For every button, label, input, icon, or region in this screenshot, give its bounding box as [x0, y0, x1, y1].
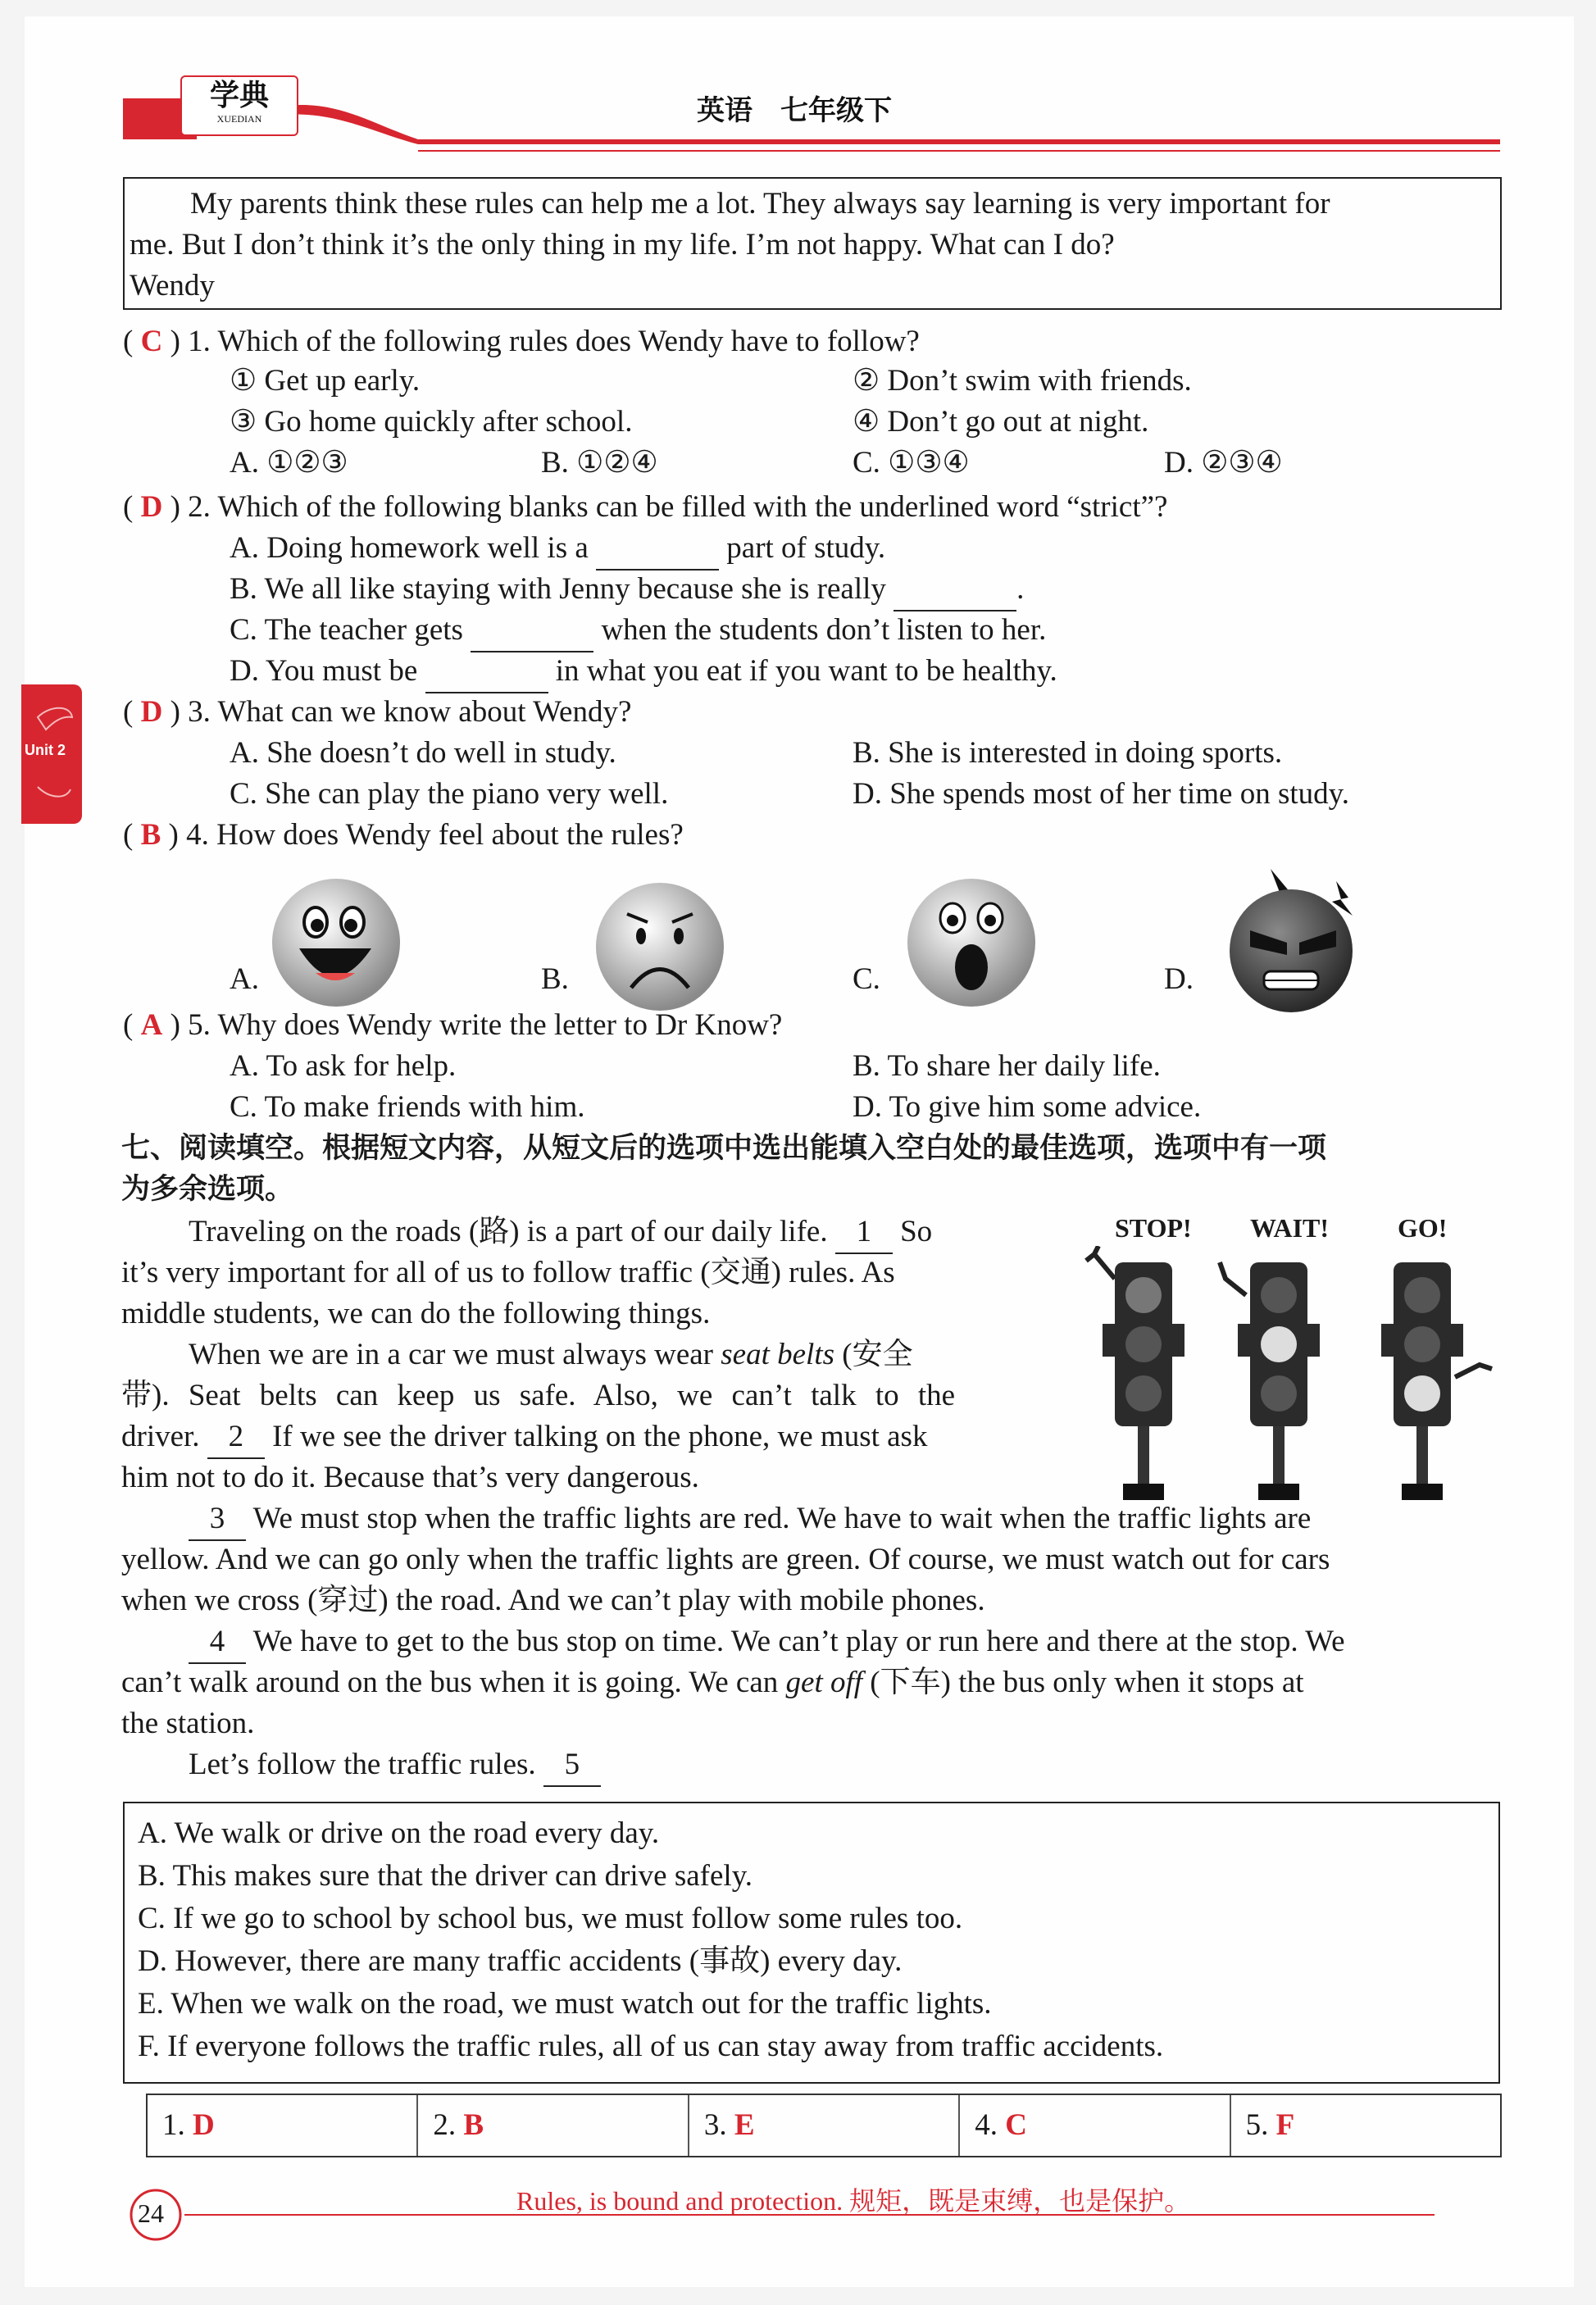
answer-blank [893, 569, 1016, 611]
option: B. To share her daily life. [853, 1049, 1161, 1083]
traffic-lights-illustration [1082, 1213, 1516, 1508]
option: D. She spends most of her time on study. [853, 777, 1350, 811]
blank-3: 3 [189, 1498, 246, 1541]
answer-mark: C [140, 325, 163, 358]
letter-line-1: My parents think these rules can help me a lot. They always say learning is very important for [190, 187, 1330, 220]
option-label: C. [853, 962, 880, 996]
answer-num: 4. [975, 2108, 998, 2142]
answer-num: 2. [433, 2108, 457, 2142]
header-subject: 英语 七年级下 [697, 94, 892, 127]
section-heading: 为多余选项。 [121, 1173, 294, 1206]
passage-text: can’t walk around on the bus when it is going. We can [121, 1666, 779, 1699]
blank-4: 4 [189, 1621, 246, 1664]
choice-item: D. However, there are many traffic accidents (事故) every day. [138, 1944, 903, 1978]
passage-text: We have to get to the bus stop on time. We can’t play or run here and there at the stop. We [252, 1625, 1345, 1658]
answer-mark: C [1005, 2108, 1027, 2142]
angry-face-icon [1213, 865, 1377, 1016]
question-stem: 2. Which of the following blanks can be filled with the underlined word “strict”? [188, 490, 1168, 524]
choice-item: A. We walk or drive on the road every day. [138, 1816, 660, 1850]
passage-line: when we cross (穿过) the road. And we can’t play with mobile phones. [121, 1584, 985, 1617]
passage-line [189, 1212, 932, 1254]
option: D. To give him some advice. [853, 1090, 1202, 1124]
option-label: A. [230, 962, 259, 996]
option: A. To ask for help. [230, 1049, 457, 1083]
passage-line [121, 1416, 927, 1459]
answer-mark: B [463, 2108, 484, 2142]
answer-mark: E [734, 2108, 755, 2142]
answer-mark: D [140, 695, 163, 729]
answer-num: 5. [1245, 2108, 1269, 2142]
choice-item: B. This makes sure that the driver can drive safely. [138, 1859, 753, 1893]
question-1: ( C ) 1. Which of the following rules does Wendy have to follow? [123, 325, 920, 358]
brand-logo [180, 75, 298, 136]
rule-item: ③ Go home quickly after school. [230, 405, 633, 439]
answer-mark: D [140, 490, 163, 524]
option: D. ②③④ [1164, 446, 1283, 480]
passage-text: (安全 [842, 1338, 913, 1371]
blank-5: 5 [543, 1744, 601, 1787]
passage-italic: get off [785, 1666, 863, 1699]
unit-side-tab [21, 684, 82, 824]
rule-item: ② Don’t swim with friends. [853, 364, 1192, 398]
answer-num: 3. [703, 2108, 727, 2142]
letter-line-2: me. But I don’t think it’s the only thing in my life. I’m not happy. What can I do? [130, 228, 1115, 261]
passage-line: yellow. And we can go only when the traffic lights are green. Of course, we must watch out for cars [121, 1543, 1330, 1576]
footer-motto: Rules, is bound and protection. 规矩，既是束缚，也是保护。 [516, 2186, 1191, 2216]
answer-mark: B [140, 818, 161, 852]
sign-wait: WAIT! [1250, 1213, 1330, 1243]
option-label: B. [541, 962, 569, 996]
question-3: ( D ) 3. What can we know about Wendy? [123, 695, 632, 729]
choices-box [123, 1802, 1500, 2084]
passage-line: the station. [121, 1707, 255, 1740]
passage-italic: seat belts [721, 1338, 834, 1371]
option: C. To make friends with him. [230, 1090, 585, 1124]
option: C. She can play the piano very well. [230, 777, 669, 811]
blank-1: 1 [835, 1212, 893, 1254]
question-stem: 4. How does Wendy feel about the rules? [186, 818, 684, 852]
question-4: ( B ) 4. How does Wendy feel about the rules? [123, 818, 684, 852]
traffic-light-icon [1082, 1246, 1516, 1508]
brand-pinyin: XUEDIAN [216, 113, 262, 125]
section-heading: 七、阅读填空。根据短文内容，从短文后的选项中选出能填入空白处的最佳选项，选项中有一项 [121, 1132, 1327, 1165]
passage-text: When we are in a car we must always wear [189, 1338, 714, 1371]
letter-box [123, 177, 1502, 310]
surprised-face-icon [902, 873, 1041, 1012]
letter-signature: Wendy [130, 269, 215, 302]
option: A. She doesn’t do well in study. [230, 736, 616, 770]
question-2: ( D ) 2. Which of the following blanks can be filled with the underlined word “strict”? [123, 490, 1168, 524]
passage-text: (下车) the bus only when it stops at [870, 1666, 1304, 1699]
rule-item: ① Get up early. [230, 364, 421, 398]
footer [123, 2180, 1508, 2246]
sign-stop: STOP! [1115, 1213, 1192, 1243]
passage-line: it’s very important for all of us to follow traffic (交通) rules. As [121, 1256, 895, 1289]
option-text: . [1016, 572, 1025, 606]
option [230, 528, 885, 571]
header [25, 16, 1574, 156]
passage-line: middle students, we can do the following things. [121, 1297, 711, 1330]
option-text: in what you eat if you want to be healthy. [555, 654, 1057, 688]
answer-blank [471, 610, 593, 652]
passage-line: 带). Seat belts can keep us safe. Also, we can’t talk to the [121, 1379, 956, 1412]
option [230, 610, 1046, 652]
option-text: A. Doing homework well is a [230, 531, 589, 565]
passage-line [189, 1334, 913, 1375]
option: A. ①②③ [230, 446, 348, 480]
option: B. She is interested in doing sports. [853, 736, 1283, 770]
option [230, 651, 1057, 693]
brand-name: 学典 [209, 78, 269, 112]
option-text: when the students don’t listen to her. [601, 613, 1047, 647]
option-text: C. The teacher gets [230, 613, 463, 647]
option-text: B. We all like staying with Jenny because she is really [230, 572, 886, 606]
answer-cell [1231, 2095, 1500, 2156]
answer-blank [425, 651, 548, 693]
question-stem: 3. What can we know about Wendy? [188, 695, 632, 729]
unit-label: Unit 2 [25, 742, 66, 758]
workbook-page [25, 16, 1574, 2287]
option: C. ①③④ [853, 446, 970, 480]
answer-cell [148, 2095, 418, 2156]
answer-blank [596, 528, 719, 571]
sign-go: GO! [1398, 1213, 1448, 1243]
choice-item: E. When we walk on the road, we must watch out for the traffic lights. [138, 1987, 992, 2021]
option: B. ①②④ [541, 446, 658, 480]
passage-line [189, 1621, 1345, 1664]
choice-item: F. If everyone follows the traffic rules, all of us can stay away from traffic accidents. [138, 2030, 1164, 2063]
happy-face-icon [266, 873, 406, 1012]
option [230, 569, 1024, 611]
passage-text: We must stop when the traffic lights are red. We have to wait when the traffic lights are [252, 1502, 1312, 1535]
passage-text: So [900, 1215, 933, 1248]
page-number: 24 [138, 2198, 164, 2228]
question-stem: 1. Which of the following rules does Wendy have to follow? [188, 325, 920, 358]
answer-cell [960, 2095, 1230, 2156]
passage-line: him not to do it. Because that’s very dangerous. [121, 1461, 699, 1494]
answer-mark: A [140, 1008, 163, 1042]
passage-text: driver. [121, 1420, 200, 1453]
passage-text: Let’s follow the traffic rules. [189, 1748, 536, 1781]
answer-cell [418, 2095, 689, 2156]
passage-text: If we see the driver talking on the phone, we must ask [272, 1420, 928, 1453]
passage-text: Traveling on the roads (路) is a part of our daily life. [189, 1215, 828, 1248]
option-label: D. [1164, 962, 1194, 996]
choice-item: C. If we go to school by school bus, we must follow some rules too. [138, 1902, 963, 1935]
answer-table [146, 2094, 1502, 2157]
answer-mark: D [193, 2108, 215, 2142]
answer-mark: F [1275, 2108, 1295, 2142]
question-stem: 5. Why does Wendy write the letter to Dr Know? [188, 1008, 783, 1042]
passage-line [189, 1744, 601, 1787]
answer-num: 1. [162, 2108, 185, 2142]
option-text: part of study. [726, 531, 886, 565]
blank-2: 2 [207, 1416, 265, 1459]
sad-face-icon [590, 877, 730, 1016]
rule-item: ④ Don’t go out at night. [853, 405, 1149, 439]
option-text: D. You must be [230, 654, 418, 688]
passage-line [121, 1662, 1304, 1703]
answer-cell [689, 2095, 960, 2156]
question-5: ( A ) 5. Why does Wendy write the letter to Dr Know? [123, 1008, 783, 1042]
